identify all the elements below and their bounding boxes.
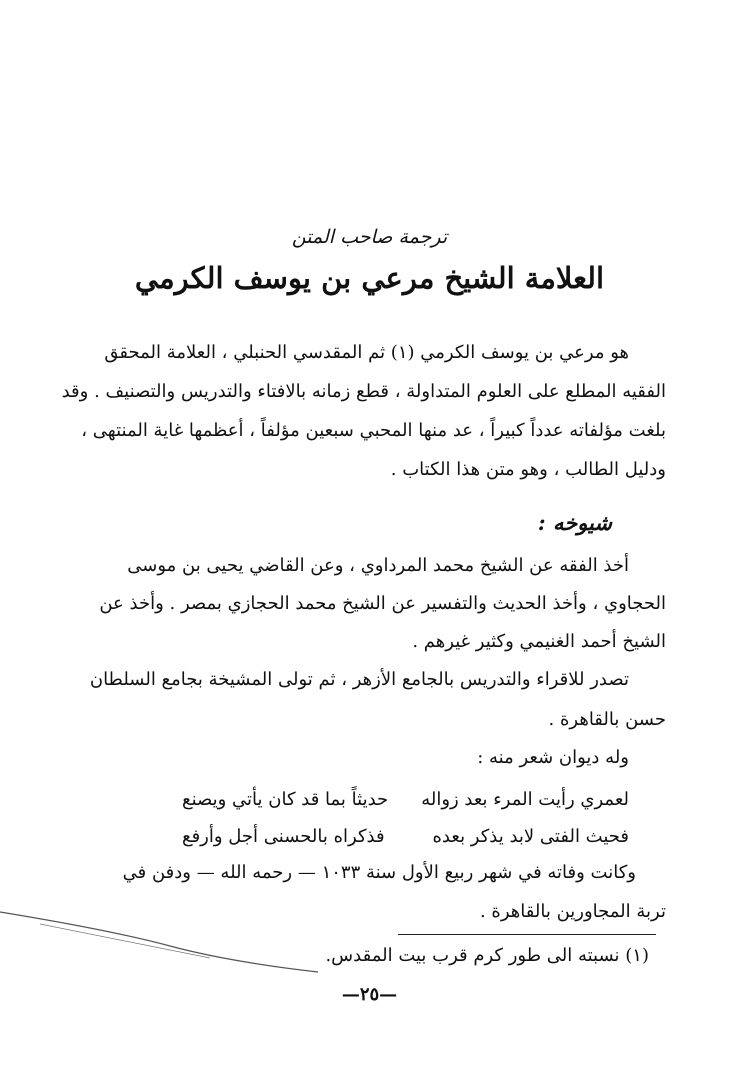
footnote-rule — [398, 934, 656, 935]
poetry-intro: وله ديوان شعر منه : — [477, 747, 629, 768]
intro-line-1: هو مرعي بن يوسف الكرمي (١) ثم المقدسي الحنبلي ، العلامة المحقق — [104, 342, 629, 363]
career-line-1: تصدر للاقراء والتدريس بالجامع الأزهر ، ثم تولى المشيخة بجامع السلطان — [89, 669, 629, 690]
intro-line-3: بلغت مؤلفاته عدداً كبيراً ، عد منها المحبي سبعين مؤلفاً ، أعظمها غاية المنتهى ، — [81, 420, 666, 441]
pen-stroke-line-2 — [40, 924, 210, 958]
verse-2-first-hemistich: فحيث الفتى لابد يذكر بعده — [432, 826, 629, 847]
intro-line-4: ودليل الطالب ، وهو متن هذا الكتاب . — [390, 459, 666, 480]
footnote-1: (١) نسبته الى طور كرم قرب بيت المقدس. — [325, 945, 649, 966]
teachers-line-1: أخذ الفقه عن الشيخ محمد المرداوي ، وعن القاضي يحيى بن موسى — [127, 555, 629, 576]
page-number: —٢٥— — [341, 984, 398, 1005]
teachers-heading: شيوخه : — [537, 510, 612, 535]
teachers-line-2: الحجاوي ، وأخذ الحديث والتفسير عن الشيخ محمد الحجازي بمصر . وأخذ عن — [99, 593, 666, 614]
verse-1-first-hemistich: لعمري رأيت المرء بعد زواله — [421, 789, 629, 810]
pen-stroke-line-1 — [0, 912, 318, 972]
verse-1-second-hemistich: حديثاً بما قد كان يأتي ويصنع — [182, 789, 389, 810]
teachers-line-3: الشيخ أحمد الغنيمي وكثير غيرهم . — [412, 631, 666, 652]
section-subtitle: ترجمة صاحب المتن — [291, 226, 448, 248]
biography-title: العلامة الشيخ مرعي بن يوسف الكرمي — [134, 261, 605, 295]
death-line-2: تربة المجاورين بالقاهرة . — [479, 901, 666, 922]
intro-line-2: الفقيه المطلع على العلوم المتداولة ، قطع زمانه بالافتاء والتدريس والتصنيف . وقد — [61, 381, 666, 402]
career-line-2: حسن بالقاهرة . — [548, 709, 666, 730]
verse-2-second-hemistich: فذكراه بالحسنى أجل وأرفع — [182, 826, 385, 847]
death-line-1: وكانت وفاته في شهر ربيع الأول سنة ١٠٣٣ — رحمه الله — ودفن في — [122, 862, 636, 883]
